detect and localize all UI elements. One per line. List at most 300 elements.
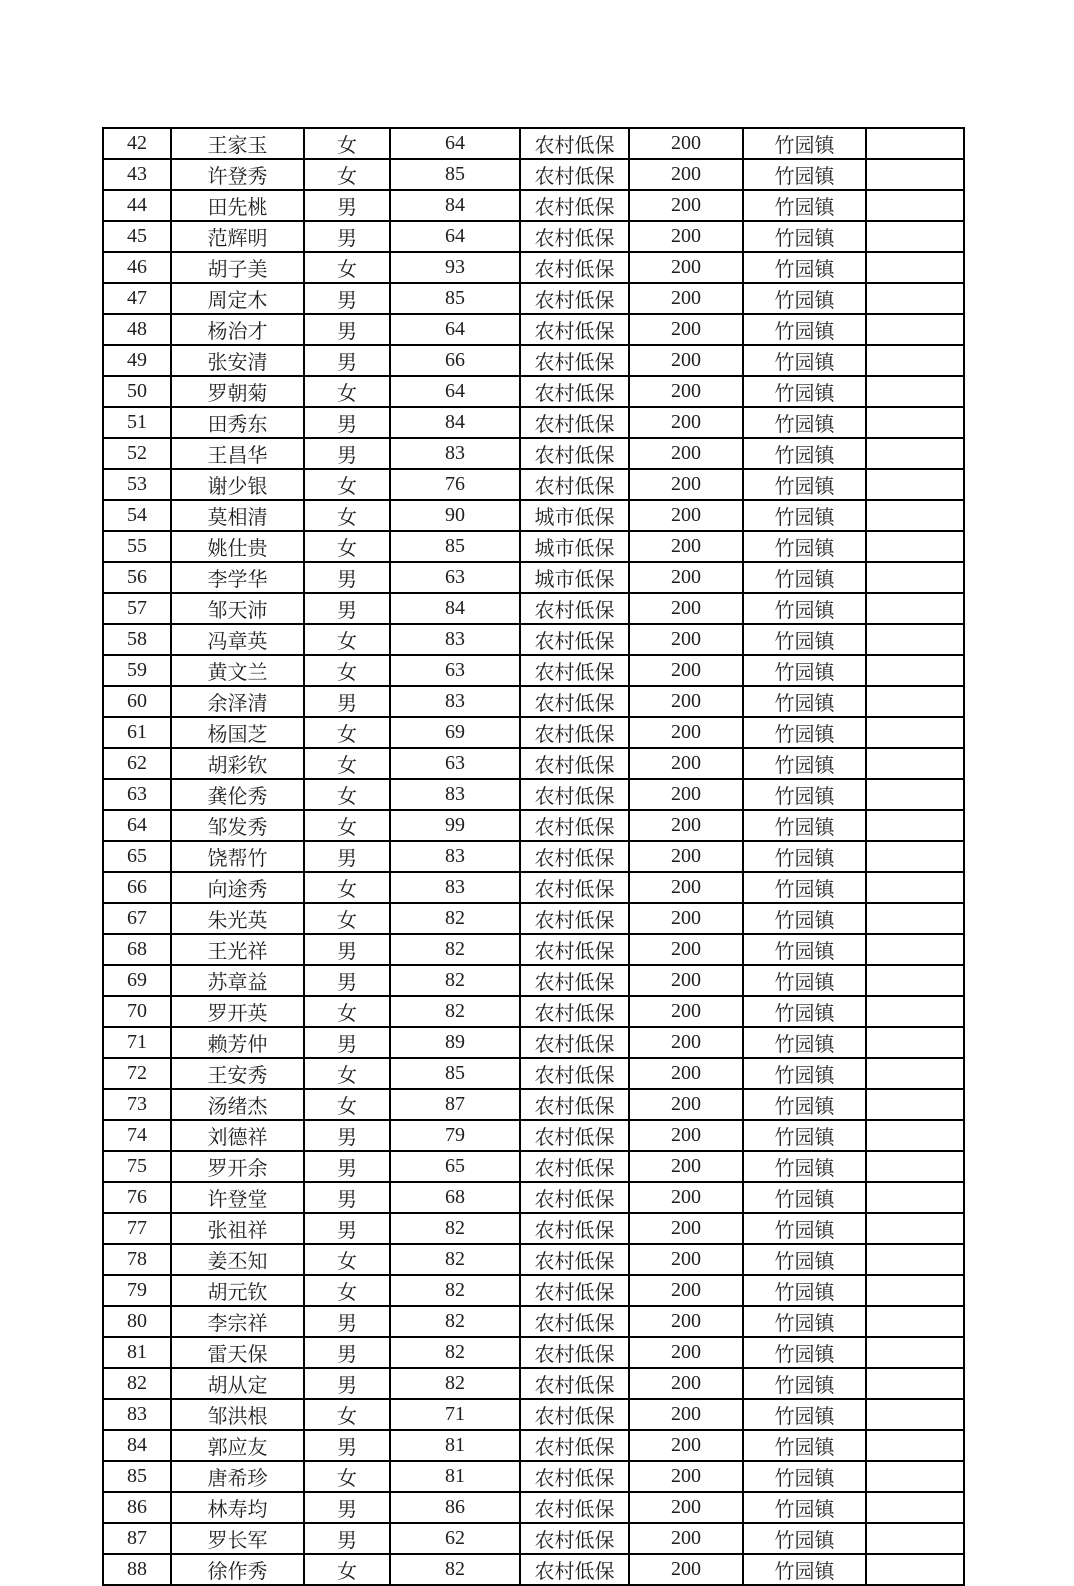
cell-age: 82 bbox=[390, 996, 520, 1027]
cell-note bbox=[866, 438, 964, 469]
cell-name: 龚伦秀 bbox=[171, 779, 304, 810]
cell-age: 79 bbox=[390, 1120, 520, 1151]
cell-seq: 72 bbox=[103, 1058, 171, 1089]
cell-seq: 44 bbox=[103, 190, 171, 221]
table-row bbox=[103, 593, 964, 624]
table-row bbox=[103, 903, 964, 934]
table-row bbox=[103, 624, 964, 655]
cell-name: 张安清 bbox=[171, 345, 304, 376]
cell-name: 雷天保 bbox=[171, 1337, 304, 1368]
cell-seq: 55 bbox=[103, 531, 171, 562]
cell-age: 65 bbox=[390, 1151, 520, 1182]
cell-amount: 200 bbox=[629, 283, 743, 314]
cell-age: 83 bbox=[390, 872, 520, 903]
cell-age: 82 bbox=[390, 1368, 520, 1399]
cell-category: 农村低保 bbox=[520, 1089, 629, 1120]
cell-category: 农村低保 bbox=[520, 903, 629, 934]
cell-gender: 女 bbox=[304, 1244, 390, 1275]
cell-name: 田先桃 bbox=[171, 190, 304, 221]
cell-town: 竹园镇 bbox=[743, 1554, 866, 1585]
cell-town: 竹园镇 bbox=[743, 1306, 866, 1337]
cell-seq: 58 bbox=[103, 624, 171, 655]
cell-note bbox=[866, 1120, 964, 1151]
cell-note bbox=[866, 903, 964, 934]
cell-gender: 男 bbox=[304, 965, 390, 996]
cell-amount: 200 bbox=[629, 1182, 743, 1213]
cell-amount: 200 bbox=[629, 345, 743, 376]
table-row bbox=[103, 1275, 964, 1306]
cell-name: 罗开英 bbox=[171, 996, 304, 1027]
cell-town: 竹园镇 bbox=[743, 779, 866, 810]
cell-name: 饶帮竹 bbox=[171, 841, 304, 872]
cell-name: 苏章益 bbox=[171, 965, 304, 996]
table-row bbox=[103, 1058, 964, 1089]
cell-gender: 男 bbox=[304, 1368, 390, 1399]
cell-town: 竹园镇 bbox=[743, 407, 866, 438]
cell-town: 竹园镇 bbox=[743, 438, 866, 469]
cell-note bbox=[866, 655, 964, 686]
cell-note bbox=[866, 686, 964, 717]
cell-name: 李学华 bbox=[171, 562, 304, 593]
table-body bbox=[103, 128, 964, 1585]
cell-seq: 79 bbox=[103, 1275, 171, 1306]
cell-note bbox=[866, 1554, 964, 1585]
cell-town: 竹园镇 bbox=[743, 872, 866, 903]
cell-note bbox=[866, 1182, 964, 1213]
cell-gender: 男 bbox=[304, 1027, 390, 1058]
cell-note bbox=[866, 190, 964, 221]
cell-category: 农村低保 bbox=[520, 1275, 629, 1306]
cell-town: 竹园镇 bbox=[743, 159, 866, 190]
cell-amount: 200 bbox=[629, 996, 743, 1027]
cell-seq: 71 bbox=[103, 1027, 171, 1058]
cell-note bbox=[866, 1275, 964, 1306]
cell-note bbox=[866, 1430, 964, 1461]
cell-note bbox=[866, 1213, 964, 1244]
cell-age: 83 bbox=[390, 841, 520, 872]
cell-age: 83 bbox=[390, 438, 520, 469]
cell-category: 农村低保 bbox=[520, 655, 629, 686]
cell-seq: 82 bbox=[103, 1368, 171, 1399]
cell-amount: 200 bbox=[629, 1275, 743, 1306]
cell-name: 余泽清 bbox=[171, 686, 304, 717]
cell-town: 竹园镇 bbox=[743, 1461, 866, 1492]
cell-age: 85 bbox=[390, 1058, 520, 1089]
cell-category: 农村低保 bbox=[520, 1151, 629, 1182]
cell-age: 82 bbox=[390, 965, 520, 996]
cell-seq: 48 bbox=[103, 314, 171, 345]
table-row bbox=[103, 841, 964, 872]
table-row bbox=[103, 252, 964, 283]
cell-gender: 男 bbox=[304, 562, 390, 593]
cell-town: 竹园镇 bbox=[743, 221, 866, 252]
cell-age: 66 bbox=[390, 345, 520, 376]
cell-town: 竹园镇 bbox=[743, 1492, 866, 1523]
cell-amount: 200 bbox=[629, 128, 743, 159]
cell-seq: 50 bbox=[103, 376, 171, 407]
table-row bbox=[103, 345, 964, 376]
cell-gender: 男 bbox=[304, 1523, 390, 1554]
cell-gender: 女 bbox=[304, 531, 390, 562]
cell-gender: 女 bbox=[304, 655, 390, 686]
cell-amount: 200 bbox=[629, 1368, 743, 1399]
cell-age: 69 bbox=[390, 717, 520, 748]
cell-gender: 女 bbox=[304, 376, 390, 407]
table-row bbox=[103, 872, 964, 903]
cell-seq: 70 bbox=[103, 996, 171, 1027]
cell-town: 竹园镇 bbox=[743, 717, 866, 748]
cell-category: 农村低保 bbox=[520, 872, 629, 903]
cell-gender: 女 bbox=[304, 1399, 390, 1430]
cell-seq: 88 bbox=[103, 1554, 171, 1585]
cell-amount: 200 bbox=[629, 903, 743, 934]
cell-amount: 200 bbox=[629, 407, 743, 438]
cell-age: 82 bbox=[390, 1306, 520, 1337]
cell-gender: 女 bbox=[304, 717, 390, 748]
cell-town: 竹园镇 bbox=[743, 624, 866, 655]
cell-category: 农村低保 bbox=[520, 252, 629, 283]
cell-amount: 200 bbox=[629, 376, 743, 407]
cell-category: 农村低保 bbox=[520, 934, 629, 965]
cell-amount: 200 bbox=[629, 1492, 743, 1523]
cell-name: 胡子美 bbox=[171, 252, 304, 283]
cell-seq: 76 bbox=[103, 1182, 171, 1213]
cell-name: 莫相清 bbox=[171, 500, 304, 531]
cell-amount: 200 bbox=[629, 500, 743, 531]
cell-town: 竹园镇 bbox=[743, 1027, 866, 1058]
cell-gender: 男 bbox=[304, 1151, 390, 1182]
cell-age: 86 bbox=[390, 1492, 520, 1523]
cell-gender: 男 bbox=[304, 1337, 390, 1368]
cell-note bbox=[866, 345, 964, 376]
cell-age: 93 bbox=[390, 252, 520, 283]
cell-age: 85 bbox=[390, 159, 520, 190]
cell-category: 农村低保 bbox=[520, 1337, 629, 1368]
cell-gender: 男 bbox=[304, 314, 390, 345]
cell-seq: 67 bbox=[103, 903, 171, 934]
cell-category: 农村低保 bbox=[520, 283, 629, 314]
cell-age: 85 bbox=[390, 283, 520, 314]
table-row bbox=[103, 996, 964, 1027]
cell-name: 王光祥 bbox=[171, 934, 304, 965]
cell-amount: 200 bbox=[629, 779, 743, 810]
table-row bbox=[103, 1306, 964, 1337]
cell-gender: 男 bbox=[304, 345, 390, 376]
cell-seq: 65 bbox=[103, 841, 171, 872]
cell-category: 农村低保 bbox=[520, 717, 629, 748]
cell-gender: 女 bbox=[304, 1089, 390, 1120]
cell-gender: 男 bbox=[304, 190, 390, 221]
cell-gender: 女 bbox=[304, 500, 390, 531]
cell-age: 82 bbox=[390, 1337, 520, 1368]
table-row bbox=[103, 1430, 964, 1461]
cell-amount: 200 bbox=[629, 1306, 743, 1337]
cell-age: 82 bbox=[390, 1554, 520, 1585]
cell-note bbox=[866, 1523, 964, 1554]
cell-amount: 200 bbox=[629, 438, 743, 469]
cell-age: 87 bbox=[390, 1089, 520, 1120]
cell-town: 竹园镇 bbox=[743, 686, 866, 717]
cell-category: 农村低保 bbox=[520, 1430, 629, 1461]
cell-name: 王家玉 bbox=[171, 128, 304, 159]
cell-note bbox=[866, 841, 964, 872]
cell-category: 农村低保 bbox=[520, 469, 629, 500]
cell-note bbox=[866, 283, 964, 314]
cell-seq: 59 bbox=[103, 655, 171, 686]
cell-gender: 女 bbox=[304, 1275, 390, 1306]
cell-age: 89 bbox=[390, 1027, 520, 1058]
cell-name: 黄文兰 bbox=[171, 655, 304, 686]
cell-age: 64 bbox=[390, 221, 520, 252]
table-row bbox=[103, 562, 964, 593]
cell-town: 竹园镇 bbox=[743, 562, 866, 593]
cell-name: 王昌华 bbox=[171, 438, 304, 469]
cell-amount: 200 bbox=[629, 469, 743, 500]
cell-note bbox=[866, 1089, 964, 1120]
table-row bbox=[103, 810, 964, 841]
cell-town: 竹园镇 bbox=[743, 1368, 866, 1399]
cell-town: 竹园镇 bbox=[743, 1430, 866, 1461]
cell-amount: 200 bbox=[629, 872, 743, 903]
cell-age: 76 bbox=[390, 469, 520, 500]
cell-gender: 男 bbox=[304, 221, 390, 252]
cell-note bbox=[866, 996, 964, 1027]
cell-note bbox=[866, 252, 964, 283]
cell-category: 城市低保 bbox=[520, 500, 629, 531]
cell-town: 竹园镇 bbox=[743, 748, 866, 779]
cell-note bbox=[866, 810, 964, 841]
table-row bbox=[103, 1213, 964, 1244]
cell-note bbox=[866, 1027, 964, 1058]
table-row bbox=[103, 717, 964, 748]
beneficiary-table bbox=[102, 127, 965, 1586]
cell-note bbox=[866, 407, 964, 438]
cell-seq: 46 bbox=[103, 252, 171, 283]
cell-note bbox=[866, 934, 964, 965]
cell-name: 唐希珍 bbox=[171, 1461, 304, 1492]
cell-gender: 女 bbox=[304, 779, 390, 810]
cell-name: 邹发秀 bbox=[171, 810, 304, 841]
cell-amount: 200 bbox=[629, 1554, 743, 1585]
cell-seq: 77 bbox=[103, 1213, 171, 1244]
cell-category: 农村低保 bbox=[520, 1492, 629, 1523]
table-row bbox=[103, 1337, 964, 1368]
cell-gender: 男 bbox=[304, 934, 390, 965]
cell-age: 85 bbox=[390, 531, 520, 562]
cell-seq: 63 bbox=[103, 779, 171, 810]
cell-age: 71 bbox=[390, 1399, 520, 1430]
table-row bbox=[103, 314, 964, 345]
cell-town: 竹园镇 bbox=[743, 314, 866, 345]
cell-name: 周定木 bbox=[171, 283, 304, 314]
cell-seq: 73 bbox=[103, 1089, 171, 1120]
cell-name: 许登堂 bbox=[171, 1182, 304, 1213]
cell-town: 竹园镇 bbox=[743, 283, 866, 314]
cell-age: 64 bbox=[390, 376, 520, 407]
cell-note bbox=[866, 128, 964, 159]
cell-seq: 74 bbox=[103, 1120, 171, 1151]
cell-gender: 女 bbox=[304, 1461, 390, 1492]
cell-name: 谢少银 bbox=[171, 469, 304, 500]
cell-category: 农村低保 bbox=[520, 128, 629, 159]
cell-seq: 66 bbox=[103, 872, 171, 903]
cell-amount: 200 bbox=[629, 221, 743, 252]
cell-amount: 200 bbox=[629, 531, 743, 562]
cell-gender: 女 bbox=[304, 159, 390, 190]
cell-town: 竹园镇 bbox=[743, 1275, 866, 1306]
cell-name: 罗朝菊 bbox=[171, 376, 304, 407]
cell-age: 63 bbox=[390, 655, 520, 686]
cell-amount: 200 bbox=[629, 1027, 743, 1058]
cell-amount: 200 bbox=[629, 1089, 743, 1120]
cell-seq: 78 bbox=[103, 1244, 171, 1275]
cell-category: 农村低保 bbox=[520, 221, 629, 252]
cell-name: 田秀东 bbox=[171, 407, 304, 438]
cell-name: 赖芳仲 bbox=[171, 1027, 304, 1058]
cell-town: 竹园镇 bbox=[743, 1244, 866, 1275]
cell-seq: 87 bbox=[103, 1523, 171, 1554]
cell-town: 竹园镇 bbox=[743, 1523, 866, 1554]
cell-seq: 69 bbox=[103, 965, 171, 996]
cell-seq: 47 bbox=[103, 283, 171, 314]
cell-seq: 80 bbox=[103, 1306, 171, 1337]
cell-note bbox=[866, 965, 964, 996]
cell-category: 农村低保 bbox=[520, 965, 629, 996]
cell-gender: 男 bbox=[304, 1430, 390, 1461]
cell-town: 竹园镇 bbox=[743, 841, 866, 872]
cell-category: 农村低保 bbox=[520, 624, 629, 655]
cell-category: 城市低保 bbox=[520, 531, 629, 562]
cell-town: 竹园镇 bbox=[743, 469, 866, 500]
cell-age: 68 bbox=[390, 1182, 520, 1213]
cell-seq: 62 bbox=[103, 748, 171, 779]
cell-name: 许登秀 bbox=[171, 159, 304, 190]
cell-town: 竹园镇 bbox=[743, 655, 866, 686]
cell-note bbox=[866, 376, 964, 407]
cell-age: 81 bbox=[390, 1461, 520, 1492]
cell-town: 竹园镇 bbox=[743, 1213, 866, 1244]
cell-name: 刘德祥 bbox=[171, 1120, 304, 1151]
cell-category: 农村低保 bbox=[520, 1523, 629, 1554]
cell-note bbox=[866, 748, 964, 779]
cell-gender: 女 bbox=[304, 1058, 390, 1089]
cell-name: 杨国芝 bbox=[171, 717, 304, 748]
cell-name: 罗长军 bbox=[171, 1523, 304, 1554]
table-row bbox=[103, 221, 964, 252]
cell-note bbox=[866, 1244, 964, 1275]
cell-amount: 200 bbox=[629, 841, 743, 872]
cell-gender: 男 bbox=[304, 841, 390, 872]
cell-age: 90 bbox=[390, 500, 520, 531]
cell-category: 农村低保 bbox=[520, 1120, 629, 1151]
cell-gender: 女 bbox=[304, 872, 390, 903]
cell-town: 竹园镇 bbox=[743, 500, 866, 531]
table-row bbox=[103, 686, 964, 717]
cell-gender: 女 bbox=[304, 469, 390, 500]
cell-town: 竹园镇 bbox=[743, 190, 866, 221]
cell-gender: 男 bbox=[304, 593, 390, 624]
cell-town: 竹园镇 bbox=[743, 1399, 866, 1430]
cell-note bbox=[866, 1058, 964, 1089]
cell-seq: 68 bbox=[103, 934, 171, 965]
cell-age: 63 bbox=[390, 748, 520, 779]
table-row bbox=[103, 1399, 964, 1430]
cell-town: 竹园镇 bbox=[743, 1151, 866, 1182]
cell-town: 竹园镇 bbox=[743, 252, 866, 283]
cell-note bbox=[866, 1399, 964, 1430]
cell-gender: 男 bbox=[304, 686, 390, 717]
table-row bbox=[103, 655, 964, 686]
cell-category: 农村低保 bbox=[520, 159, 629, 190]
cell-seq: 75 bbox=[103, 1151, 171, 1182]
cell-seq: 51 bbox=[103, 407, 171, 438]
cell-seq: 86 bbox=[103, 1492, 171, 1523]
cell-category: 农村低保 bbox=[520, 438, 629, 469]
cell-amount: 200 bbox=[629, 1213, 743, 1244]
cell-amount: 200 bbox=[629, 686, 743, 717]
cell-town: 竹园镇 bbox=[743, 1182, 866, 1213]
table-row bbox=[103, 1182, 964, 1213]
cell-category: 农村低保 bbox=[520, 1244, 629, 1275]
cell-seq: 52 bbox=[103, 438, 171, 469]
cell-note bbox=[866, 562, 964, 593]
cell-amount: 200 bbox=[629, 1461, 743, 1492]
cell-gender: 女 bbox=[304, 903, 390, 934]
cell-category: 农村低保 bbox=[520, 779, 629, 810]
cell-amount: 200 bbox=[629, 190, 743, 221]
cell-gender: 女 bbox=[304, 128, 390, 159]
cell-seq: 61 bbox=[103, 717, 171, 748]
cell-name: 向途秀 bbox=[171, 872, 304, 903]
cell-amount: 200 bbox=[629, 655, 743, 686]
cell-gender: 男 bbox=[304, 283, 390, 314]
cell-category: 农村低保 bbox=[520, 376, 629, 407]
cell-name: 胡彩钦 bbox=[171, 748, 304, 779]
cell-amount: 200 bbox=[629, 1120, 743, 1151]
cell-age: 84 bbox=[390, 190, 520, 221]
cell-town: 竹园镇 bbox=[743, 345, 866, 376]
cell-name: 邹天沛 bbox=[171, 593, 304, 624]
table-row bbox=[103, 1492, 964, 1523]
cell-name: 王安秀 bbox=[171, 1058, 304, 1089]
cell-name: 郭应友 bbox=[171, 1430, 304, 1461]
cell-category: 农村低保 bbox=[520, 1213, 629, 1244]
cell-note bbox=[866, 1461, 964, 1492]
cell-amount: 200 bbox=[629, 593, 743, 624]
cell-town: 竹园镇 bbox=[743, 1337, 866, 1368]
cell-name: 朱光英 bbox=[171, 903, 304, 934]
cell-amount: 200 bbox=[629, 1244, 743, 1275]
cell-gender: 男 bbox=[304, 407, 390, 438]
cell-category: 农村低保 bbox=[520, 996, 629, 1027]
cell-town: 竹园镇 bbox=[743, 810, 866, 841]
cell-town: 竹园镇 bbox=[743, 1058, 866, 1089]
cell-note bbox=[866, 469, 964, 500]
cell-note bbox=[866, 159, 964, 190]
table-row bbox=[103, 283, 964, 314]
cell-category: 农村低保 bbox=[520, 190, 629, 221]
cell-seq: 56 bbox=[103, 562, 171, 593]
table-row bbox=[103, 965, 964, 996]
cell-amount: 200 bbox=[629, 748, 743, 779]
cell-name: 邹洪根 bbox=[171, 1399, 304, 1430]
cell-category: 农村低保 bbox=[520, 345, 629, 376]
table-row bbox=[103, 1120, 964, 1151]
cell-seq: 60 bbox=[103, 686, 171, 717]
cell-gender: 女 bbox=[304, 748, 390, 779]
cell-name: 张祖祥 bbox=[171, 1213, 304, 1244]
table-row bbox=[103, 779, 964, 810]
